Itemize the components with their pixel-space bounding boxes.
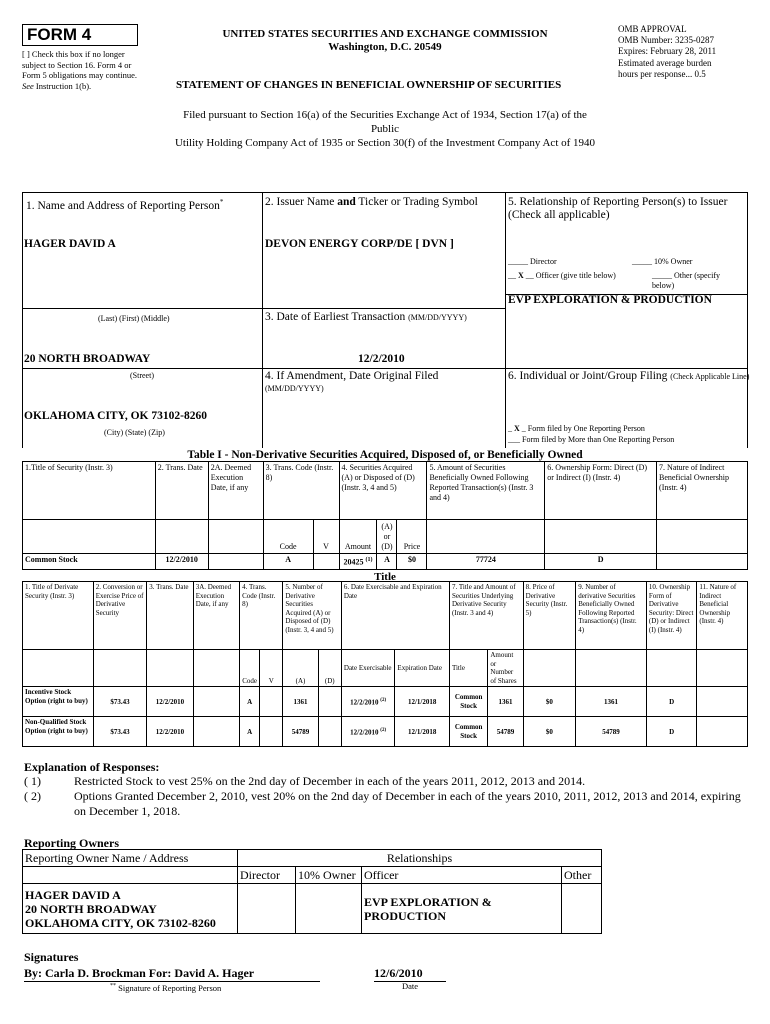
box3-label: 3. Date of Earliest Transaction (MM/DD/YYYY): [265, 311, 467, 323]
t1-sub-amount: Amount: [339, 520, 377, 554]
t1-sub-code: Code: [263, 520, 313, 554]
t2-header-exercisable: 6. Date Exercisable and Expiration Date: [341, 582, 449, 650]
signatures-title: Signatures: [24, 950, 79, 964]
reporting-street: 20 NORTH BROADWAY: [24, 353, 151, 365]
t2-header-underlying: 7. Title and Amount of Securities Underlying Derivative Security (Instr. 3 and 4): [449, 582, 523, 650]
statement-title: STATEMENT OF CHANGES IN BENEFICIAL OWNERSHIP OF SECURITIES: [176, 79, 562, 91]
earliest-transaction-date: 12/2/2010: [358, 353, 405, 365]
signature-value: By: Carla D. Brockman For: David A. Hager: [24, 966, 320, 982]
box1-label: 1. Name and Address of Reporting Person*: [26, 198, 224, 212]
t1-header-nature: 7. Nature of Indirect Beneficial Ownership (Instr. 4): [657, 462, 748, 520]
t2-header-title: 1. Title of Derivate Security (Instr. 3): [23, 582, 94, 650]
table-row: Incentive Stock Option (right to buy) $73.43 12/2/2010 A 1361 12/2/2010 $^{(2)}$ 12/1/2018 Common Stock 1361 $0 1361 D: [23, 687, 748, 717]
box2-label: 2. Issuer Name and Ticker or Trading Symbol: [265, 196, 478, 208]
explanation-list: [24, 774, 744, 819]
t2-header-number: 5. Number of Derivative Securities Acquired (A) or Disposed of (D) (Instr. 3, 4 and 5): [283, 582, 342, 650]
t2-header-code: 4. Trans. Code (Instr. 8): [240, 582, 283, 650]
checkbox-note: [ ] Check this box if no longer subject to Section 16. Form 4 or Form 5 obligations may continue. See Instruction 1(b).: [22, 49, 137, 91]
more-persons-option[interactable]: ___ Form filed by More than One Reporting Person: [508, 435, 675, 444]
t1-header-date: 2. Trans. Date: [155, 462, 208, 520]
street-label: (Street): [130, 371, 154, 380]
t1-header-owned: 5. Amount of Securities Beneficially Owned Following Reported Transaction(s) (Instr. 3 and 4): [427, 462, 545, 520]
table2-title: Title: [374, 571, 396, 583]
box5-label: 5. Relationship of Reporting Person(s) to Issuer (Check all applicable): [508, 196, 728, 221]
t2-header-owned: 9. Number of derivative Securities Beneficially Owned Following Reported Transaction(s) (Instr. 4): [576, 582, 647, 650]
form-title: FORM 4: [22, 24, 138, 46]
table2: 1. Title of Derivate Security (Instr. 3) 2. Conversion or Exercise Price of Derivative Security 3. Trans. Date 3A. Deemed Execution Date, if any 4. Trans. Code (Instr. 8) 5. Number of Derivative Securities Acquired (A) or Disposed of (D) (Instr. 3, 4 and 5) 6. Date Exercisable and Expiration Date 7. Title and Amount of Securities Underlying Derivative Security (Instr. 3 and 4) 8. Price of Derivative Security (Instr. 5) 9. Number of derivative Securities Beneficially Owned Following Reported Transaction(s) (Instr. 4) 10. Ownership Form of Derivative Security: Direct (D) or Indirect (I) (Instr. 4) 11. Nature of Indirect Beneficial Ownership (Instr. 4) Code V (A) (D) Date Exercisable Expiration Date Title Amount or Number of Shares Incentive Stock Option (right to buy) $73.43 12/2/2010 A 1361 12/2/2010 $^{(2)}$ 12/1/2018 Common Stock 1361 $0 1361 D Non-Qualified Stock Option (right to buy) $73.43 12/2/2010 A 54789 12/2/2010 $^{(2)}$ 12/1/2018 Common Stock 54789 $0 54789 D: [22, 581, 748, 747]
t2-header-conversion: 2. Conversion or Exercise Price of Derivative Security: [93, 582, 147, 650]
list-item: ( 1) Restricted Stock to vest 25% on the 2nd day of December in each of the years 2011, 2012, 2013 and 2014.: [24, 774, 586, 788]
box4-label: 4. If Amendment, Date Original Filed: [265, 370, 439, 382]
reporting-city: OKLAHOMA CITY, OK 73102-8260: [24, 410, 207, 422]
box4-sub: (MM/DD/YYYY): [265, 384, 324, 393]
table1: [22, 461, 748, 570]
t1-sub-price: Price: [397, 520, 427, 554]
signature-label: ** Signature of Reporting Person: [110, 982, 222, 993]
owner-option[interactable]: _____ 10% Owner: [632, 257, 693, 266]
omb-approval: OMB APPROVAL OMB Number: 3235-0287 Expires: February 28, 2011 Estimated average burden hours per response... 0.5: [618, 24, 717, 79]
other-option[interactable]: _____ Other (specify below): [652, 271, 720, 290]
name-parts-label: (Last) (First) (Middle): [98, 314, 170, 323]
t1-header-securities: 4. Securities Acquired (A) or Disposed of (D) (Instr. 3, 4 and 5): [339, 462, 427, 520]
t2-header-price: 8. Price of Derivative Security (Instr. 5): [523, 582, 576, 650]
t1-header-title: 1.Title of Security (Instr. 3): [23, 462, 156, 520]
director-option[interactable]: _____ Director: [508, 257, 557, 266]
table-row: Non-Qualified Stock Option (right to buy) $73.43 12/2/2010 A 54789 12/2/2010 $^{(2)}$ 12/1/2018 Common Stock 54789 $0 54789 D: [23, 717, 748, 747]
explanation-title: Explanation of Responses:: [24, 760, 160, 774]
agency-city: Washington, D.C. 20549: [328, 41, 442, 53]
date-label: Date: [402, 981, 419, 991]
t1-sub-aord: (A) or (D): [377, 520, 397, 554]
box6-label: 6. Individual or Joint/Group Filing (Check Applicable Line): [508, 370, 750, 382]
officer-title: EVP EXPLORATION & PRODUCTION: [508, 294, 712, 306]
one-person-option[interactable]: _ X _ Form filed by One Reporting Person: [508, 424, 645, 433]
issuer-name: DEVON ENERGY CORP/DE [ DVN ]: [265, 238, 454, 250]
city-label: (City) (State) (Zip): [104, 428, 165, 437]
t2-header-nature: 11. Nature of Indirect Beneficial Ownership (Instr. 4): [697, 582, 748, 650]
t2-header-date: 3. Trans. Date: [147, 582, 193, 650]
table1-title: Table I - Non-Derivative Securities Acquired, Disposed of, or Beneficially Owned: [187, 449, 583, 461]
t1-header-code: 3. Trans. Code (Instr. 8): [263, 462, 339, 520]
t1-header-deemed: 2A. Deemed Execution Date, if any: [208, 462, 263, 520]
filed-pursuant: Filed pursuant to Section 16(a) of the Securities Exchange Act of 1934, Section 17(a) of the Public Utility Holding Company Act of 1935 or Section 30(f) of the Investment Company Act of 1940: [174, 109, 596, 149]
t2-header-deemed: 3A. Deemed Execution Date, if any: [193, 582, 239, 650]
signature-date: 12/6/2010: [374, 966, 446, 982]
agency-name: UNITED STATES SECURITIES AND EXCHANGE COMMISSION: [222, 28, 548, 40]
t2-header-form: 10. Ownership Form of Derivative Security: Direct (D) or Indirect (I) (Instr. 4): [646, 582, 697, 650]
officer-option[interactable]: __ X __ Officer (give title below): [508, 271, 616, 280]
t1-header-form: 6. Ownership Form: Direct (D) or Indirect (I) (Instr. 4): [545, 462, 657, 520]
table-row: HAGER DAVID A 20 NORTH BROADWAY OKLAHOMA CITY, OK 73102-8260 EVP EXPLORATION & PRODUCTION: [23, 884, 602, 934]
owners-title: Reporting Owners: [24, 836, 119, 850]
reporting-person-name: HAGER DAVID A: [24, 238, 116, 250]
list-item: ( 2) Options Granted December 2, 2010, vest 20% on the 2nd day of December in each of the years 2010, 2011, 2012, 2013 and 2014, expiring on December 1, 2018.: [24, 789, 741, 818]
t1-sub-v: V: [313, 520, 339, 554]
owners-table: Reporting Owner Name / Address Relationships Director 10% Owner Officer Other HAGER DAVID A 20 NORTH BROADWAY OKLAHOMA CITY, OK 73102-8260 EVP EXPLORATION & PRODUCTION: [22, 849, 602, 934]
table-row: Common Stock 12/2/2010 A 20425 $^{(1)}$ A $0 77724 D: [23, 554, 748, 570]
